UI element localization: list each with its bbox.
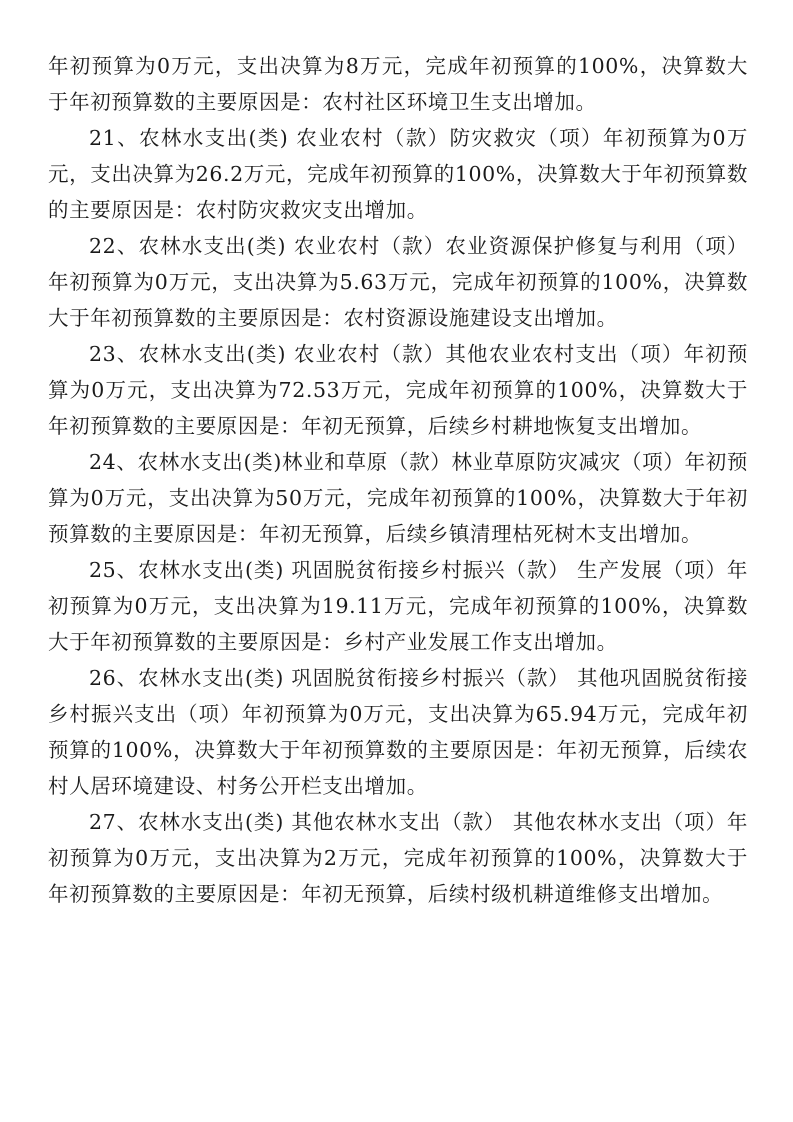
paragraph-23: 23、农林水支出(类) 农业农村（款）其他农业农村支出（项）年初预算为0万元，支出决算为72.53万元，完成年初预算的100%，决算数大于年初预算数的主要原因是：年初无预算，后续乡村耕地恢复支出增加。 [48,342,748,438]
document-body [48,48,748,912]
paragraph-25: 25、农林水支出(类) 巩固脱贫衔接乡村振兴（款） 生产发展（项）年初预算为0万元，支出决算为19.11万元，完成年初预算的100%，决算数大于年初预算数的主要原因是：乡村产业发展工作支出增加。 [48,558,748,654]
paragraph-27: 27、农林水支出(类) 其他农林水支出（款） 其他农林水支出（项）年初预算为0万元，支出决算为2万元，完成年初预算的100%，决算数大于年初预算数的主要原因是：年初无预算，后续村级机耕道维修支出增加。 [48,810,748,906]
paragraph-20-continued: 年初预算为0万元，支出决算为8万元，完成年初预算的100%，决算数大于年初预算数的主要原因是：农村社区环境卫生支出增加。 [48,54,748,114]
paragraph-22: 22、农林水支出(类) 农业农村（款）农业资源保护修复与利用（项）年初预算为0万元，支出决算为5.63万元，完成年初预算的100%，决算数大于年初预算数的主要原因是：农村资源设施建设支出增加。 [48,234,748,330]
paragraph-26: 26、农林水支出(类) 巩固脱贫衔接乡村振兴（款） 其他巩固脱贫衔接乡村振兴支出（项）年初预算为0万元，支出决算为65.94万元，完成年初预算的100%，决算数大于年初预算数的主要原因是：年初无预算，后续农村人居环境建设、村务公开栏支出增加。 [48,666,748,798]
paragraph-24: 24、农林水支出(类)林业和草原（款）林业草原防灾减灾（项）年初预算为0万元，支出决算为50万元，完成年初预算的100%，决算数大于年初预算数的主要原因是：年初无预算，后续乡镇清理枯死树木支出增加。 [48,450,748,546]
paragraph-21: 21、农林水支出(类) 农业农村（款）防灾救灾（项）年初预算为0万元，支出决算为26.2万元，完成年初预算的100%，决算数大于年初预算数的主要原因是：农村防灾救灾支出增加。 [48,126,748,222]
